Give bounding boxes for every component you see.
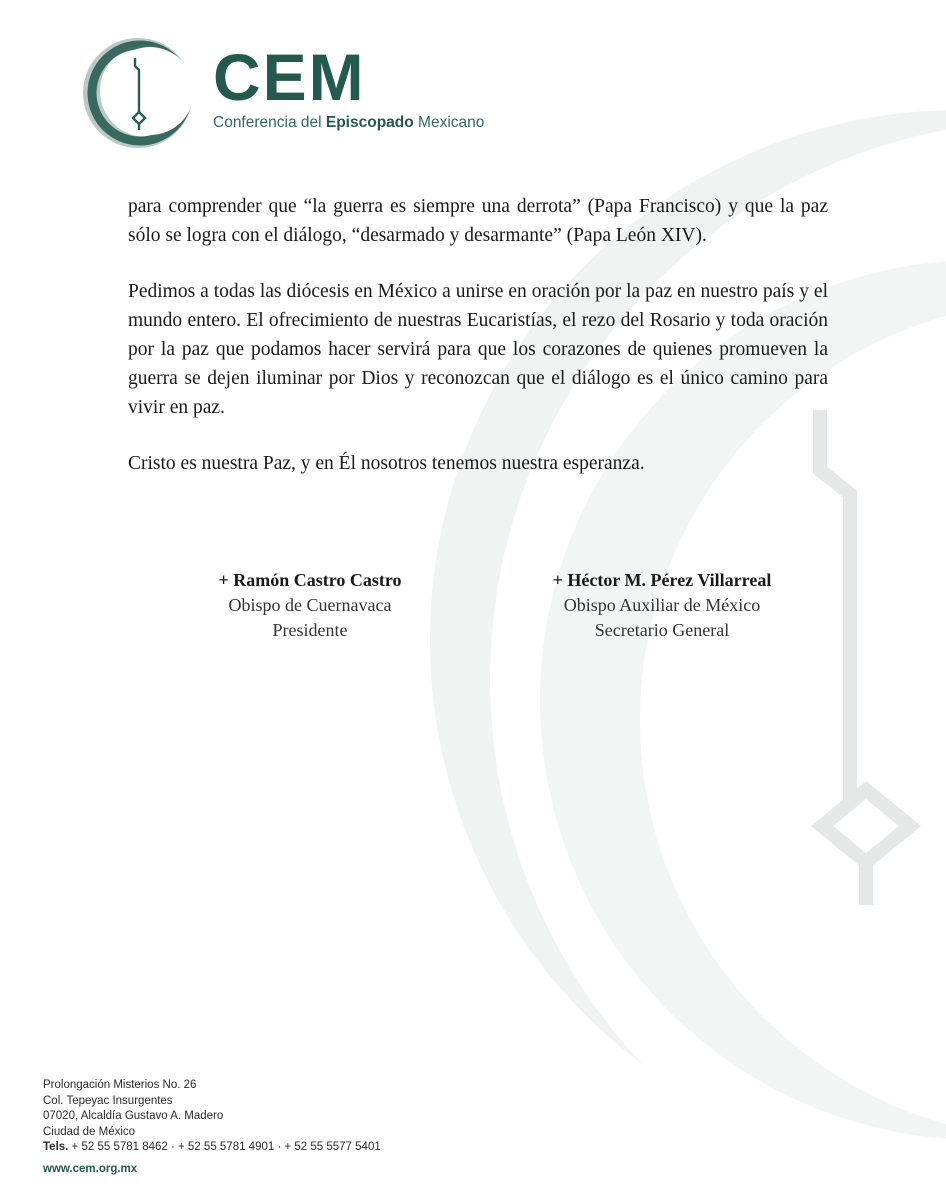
logo-subtitle xyxy=(213,114,484,132)
address-line: Prolongación Misterios No. 26 xyxy=(43,1079,197,1091)
logo-subtitle-bold: Episcopado xyxy=(325,114,414,131)
signer-name: + Ramón Castro Castro xyxy=(218,570,402,590)
address-line: Col. Tepeyac Insurgentes xyxy=(43,1094,173,1107)
tels-label: Tels. xyxy=(43,1141,69,1153)
signer-name: + Héctor M. Pérez Villarreal xyxy=(552,570,772,590)
address-line: 07020, Alcaldía Gustavo A. Madero xyxy=(43,1110,224,1122)
signature-president xyxy=(190,568,430,643)
logo-acronym: CEM xyxy=(213,40,366,114)
signer-position: Secretario General xyxy=(594,620,730,640)
tels-values: + 52 55 5781 8462 · + 52 55 5781 4901 · + 52 55 5577 5401 xyxy=(68,1141,381,1153)
paragraph-3: Cristo es nuestra Paz, y en Él nosotros tenemos nuestra esperanza. xyxy=(128,453,645,474)
paragraph-2: Pedimos a todas las diócesis en México a unirse en oración por la paz en nuestro país y el mundo entero. El ofrecimiento de nuestras Eucaristías, el rezo del Rosario y toda oración por la paz que podamos hacer servirá para que los corazones de quienes promueven la guerra se dejen iluminar por Dios y reconozcan que el diálogo es el único camino para vivir en paz. xyxy=(128,281,828,418)
phone-numbers xyxy=(43,1140,381,1156)
paragraph-1: para comprender que “la guerra es siempre una derrota” (Papa Francisco) y que la paz sólo se logra con el diálogo, “desarmado y desarmante” (Papa León XIV). xyxy=(128,196,828,246)
signer-position: Presidente xyxy=(272,620,348,640)
signer-title: Obispo de Cuernavaca xyxy=(228,595,392,615)
website-link[interactable]: www.cem.org.mx xyxy=(43,1162,138,1175)
signer-title: Obispo Auxiliar de México xyxy=(563,595,761,615)
logo-text xyxy=(213,40,485,132)
footer-contact xyxy=(43,1078,381,1177)
signature-secretary xyxy=(512,568,812,643)
letter-body xyxy=(128,192,828,505)
address-line: Ciudad de México xyxy=(43,1125,136,1138)
logo-subtitle-part2: Mexicano xyxy=(413,114,485,131)
logo-subtitle-part1: Conferencia del xyxy=(213,114,326,131)
cem-emblem-icon xyxy=(80,32,202,154)
